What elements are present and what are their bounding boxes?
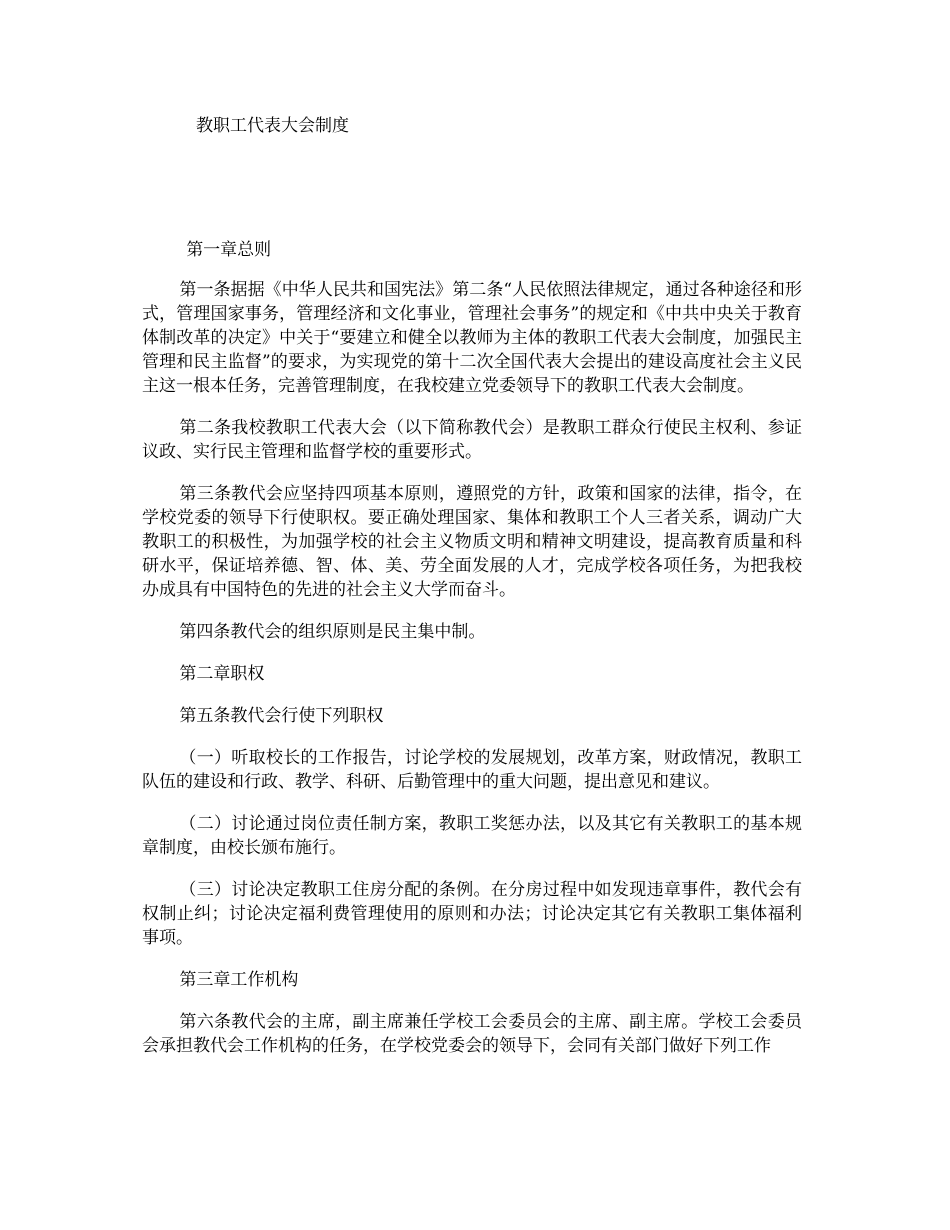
article-5: 第五条教代会行使下列职权 bbox=[179, 706, 384, 726]
chapter-heading-2: 第二章职权 bbox=[179, 664, 265, 684]
article-5-item-1: （一）听取校长的工作报告，讨论学校的发展规划，改革方案，财政情况，教职工队伍的建设和行政、教学、科研、后勤管理中的重大问题，提出意见和建议。 bbox=[142, 748, 802, 792]
article-3: 第三条教代会应坚持四项基本原则，遵照党的方针，政策和国家的法律，指令，在学校党委的领导下行使职权。要正确处理国家、集体和教职工个人三者关系，调动广大教职工的积极性，为加强学校的社会主义物质文明和精神文明建设，提高教育质量和科研水平，保证培养德、智、体、美、劳全面发展的人才，完成学校各项任务，为把我校办成具有中国特色的先进的社会主义大学而奋斗。 bbox=[142, 484, 802, 600]
document-body bbox=[142, 238, 802, 1076]
article-5-item-3: （三）讨论决定教职工住房分配的条例。在分房过程中如发现违章事件，教代会有权制止纠；讨论决定福利费管理使用的原则和办法；讨论决定其它有关教职工集体福利事项。 bbox=[142, 880, 802, 948]
chapter-heading-1: 第一章总则 bbox=[186, 240, 272, 260]
article-4: 第四条教代会的组织原则是民主集中制。 bbox=[179, 622, 486, 642]
article-2: 第二条我校教职工代表大会（以下简称教代会）是教职工群众行使民主权利、参证议政、实行民主管理和监督学校的重要形式。 bbox=[142, 418, 802, 462]
article-6: 第六条教代会的主席，副主席兼任学校工会委员会的主席、副主席。学校工会委员会承担教代会工作机构的任务，在学校党委会的领导下，会同有关部门做好下列工作 bbox=[142, 1012, 802, 1056]
chapter-heading-3: 第三章工作机构 bbox=[179, 970, 299, 990]
article-1: 第一条据据《中华人民共和国宪法》第二条“人民依照法律规定，通过各种途径和形式，管理国家事务，管理经济和文化事业，管理社会事务”的规定和《中共中央关于教育体制改革的决定》中关于“要建立和健全以教师为主体的教职工代表大会制度，加强民主管理和民主监督”的要求，为实现党的第十二次全国代表大会提出的建设高度社会主义民主这一根本任务，完善管理制度，在我校建立党委领导下的教职工代表大会制度。 bbox=[142, 280, 802, 396]
article-5-item-2: （二）讨论通过岗位责任制方案，教职工奖惩办法，以及其它有关教职工的基本规章制度，由校长颁布施行。 bbox=[142, 814, 802, 858]
document-title: 教职工代表大会制度 bbox=[196, 116, 349, 136]
